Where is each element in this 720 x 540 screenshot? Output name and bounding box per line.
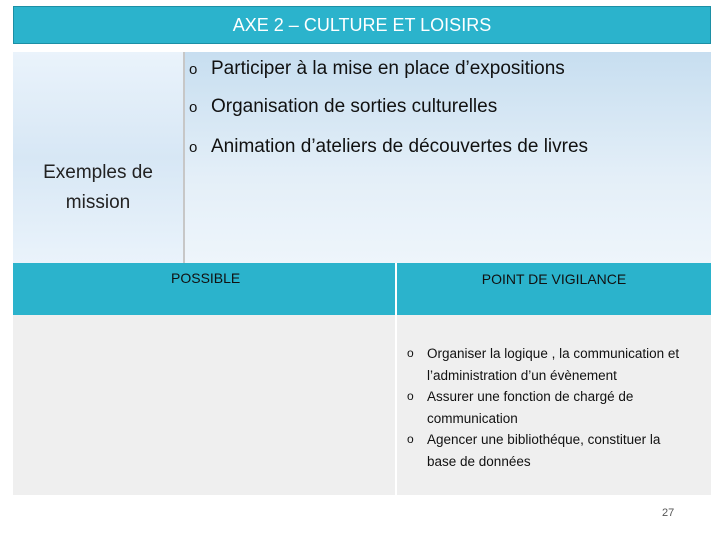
body-possible-cell	[13, 315, 397, 495]
bullet-icon: o	[189, 138, 198, 156]
mission-item-text: Participer à la mise en place d’expositions	[211, 58, 565, 79]
vigilance-item-text: Assurer une fonction de chargé de communication	[427, 389, 634, 426]
bullet-icon: o	[407, 346, 414, 360]
body-vigilance-cell	[397, 315, 711, 495]
page-number: 27	[662, 507, 675, 519]
mission-item	[189, 96, 497, 118]
mission-label-cell	[13, 52, 185, 263]
header-possible: POSSIBLE	[171, 270, 241, 286]
bullet-icon: o	[189, 60, 198, 78]
table-header-row	[13, 263, 711, 315]
vigilance-list	[407, 343, 687, 472]
vigilance-item-text: Agencer une bibliothéque, constituer la base de données	[427, 432, 661, 469]
mission-label-line1: Exemples de	[43, 161, 153, 183]
mission-label-line2: mission	[65, 191, 131, 213]
mission-item-text: Organisation de sorties culturelles	[211, 96, 498, 117]
list-item	[407, 343, 687, 386]
slide-title: AXE 2 – CULTURE ET LOISIRS	[232, 14, 492, 35]
mission-item-text: Animation d’ateliers de découvertes de livres	[211, 136, 589, 157]
mission-item	[189, 136, 588, 158]
mission-content-cell	[185, 52, 711, 263]
header-vigilance: POINT DE VIGILANCE	[481, 271, 627, 287]
bullet-icon: o	[407, 432, 414, 446]
header-possible-cell	[13, 263, 397, 315]
table-body-row	[13, 315, 711, 495]
slide-title-bar	[13, 6, 711, 44]
list-item	[407, 429, 687, 472]
mission-label	[43, 98, 153, 218]
header-vigilance-cell	[397, 263, 711, 315]
mission-item	[189, 58, 565, 80]
list-item	[407, 386, 687, 429]
bullet-icon: o	[407, 389, 414, 403]
bullet-icon: o	[189, 98, 198, 116]
vigilance-item-text: Organiser la logique , la communication et l’administration d’un évènement	[427, 346, 680, 383]
